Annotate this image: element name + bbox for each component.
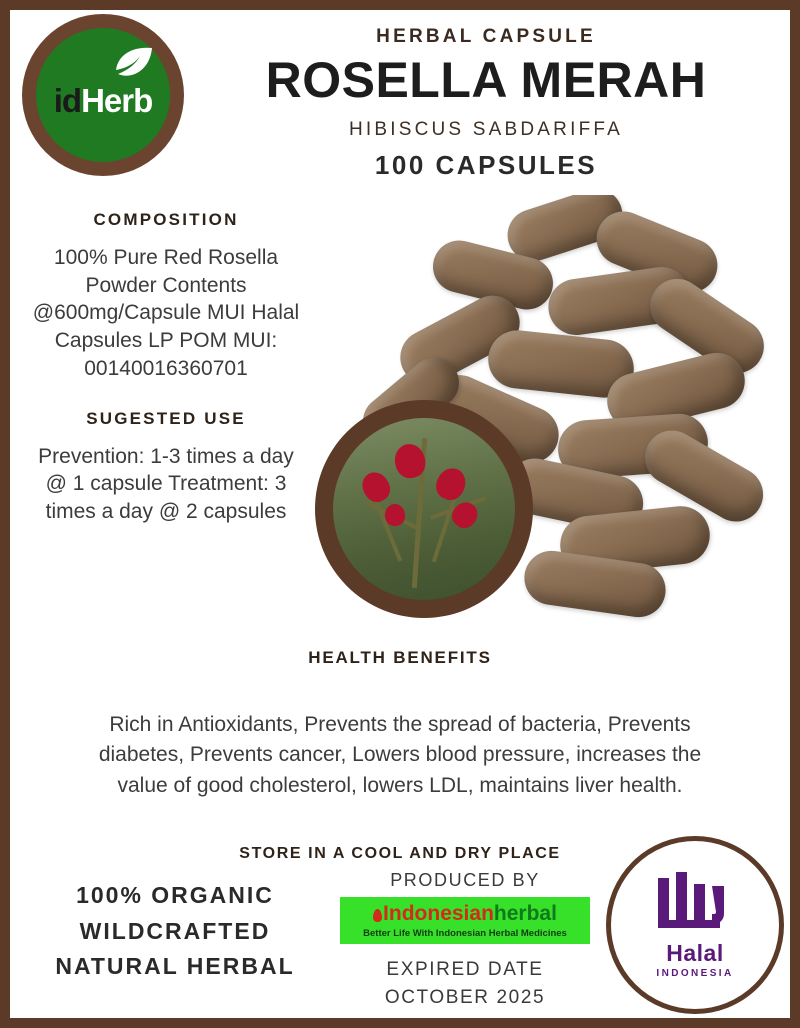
flower-inset	[315, 400, 533, 618]
halal-text: Halal	[666, 939, 724, 966]
capsule-count: 100 CAPSULES	[374, 149, 598, 180]
label-inner	[10, 10, 790, 1018]
producer-logo-red: Indonesian	[383, 902, 494, 925]
halal-badge	[606, 836, 784, 1014]
halal-subtext: INDONESIA	[656, 967, 734, 979]
brand-logo-text	[54, 82, 153, 120]
producer-logo-name	[344, 903, 586, 924]
producer-logo-green: herbal	[493, 902, 557, 925]
composition-heading: COMPOSITION	[93, 210, 239, 229]
flame-icon	[373, 909, 382, 922]
latin-name: HIBISCUS SABDARIFFA	[348, 118, 624, 140]
producer-logo-tagline: Better Life With Indonesian Herbal Medicines	[363, 928, 567, 939]
header	[196, 26, 776, 181]
claims-text: 100% ORGANIC WILDCRAFTED NATURAL HERBAL	[55, 882, 295, 980]
brand-suffix: Herb	[81, 82, 153, 119]
leaf-icon	[114, 46, 154, 80]
composition-text: 100% Pure Red Rosella Powder Contents @600mg/Capsule MUI Halal Capsules LP POM MUI: 00140016360701	[32, 246, 300, 380]
producer-logo	[340, 897, 590, 944]
producer-label: PRODUCED BY	[390, 870, 540, 890]
page-title: ROSELLA MERAH	[265, 52, 707, 108]
brand-logo	[22, 14, 184, 176]
expiry-value: OCTOBER 2025	[384, 986, 546, 1008]
producer-block	[340, 870, 590, 1011]
halal-arabic-mark-icon	[652, 872, 738, 936]
benefits-heading: HEALTH BENEFITS	[308, 648, 492, 667]
suggested-use-text: Prevention: 1-3 times a day @ 1 capsule Treatment: 3 times a day @ 2 capsules	[38, 444, 294, 524]
expiry-label: EXPIRED DATE	[386, 959, 544, 980]
storage-text: STORE IN A COOL AND DRY PLACE	[239, 845, 561, 862]
suggested-use-heading: SUGESTED USE	[86, 408, 246, 428]
left-column	[32, 210, 300, 526]
rosella-flower-photo	[333, 418, 515, 600]
expiry-block	[340, 956, 590, 1011]
brand-prefix: id	[53, 82, 82, 119]
header-kicker: HERBAL CAPSULE	[376, 26, 596, 47]
benefits-text: Rich in Antioxidants, Prevents the spread of bacteria, Prevents diabetes, Prevents cancer, Lowers blood pressure, increases the value of good cholesterol, lowers LDL, maintains liver health.	[98, 713, 702, 797]
brand-logo-circle	[36, 28, 170, 162]
